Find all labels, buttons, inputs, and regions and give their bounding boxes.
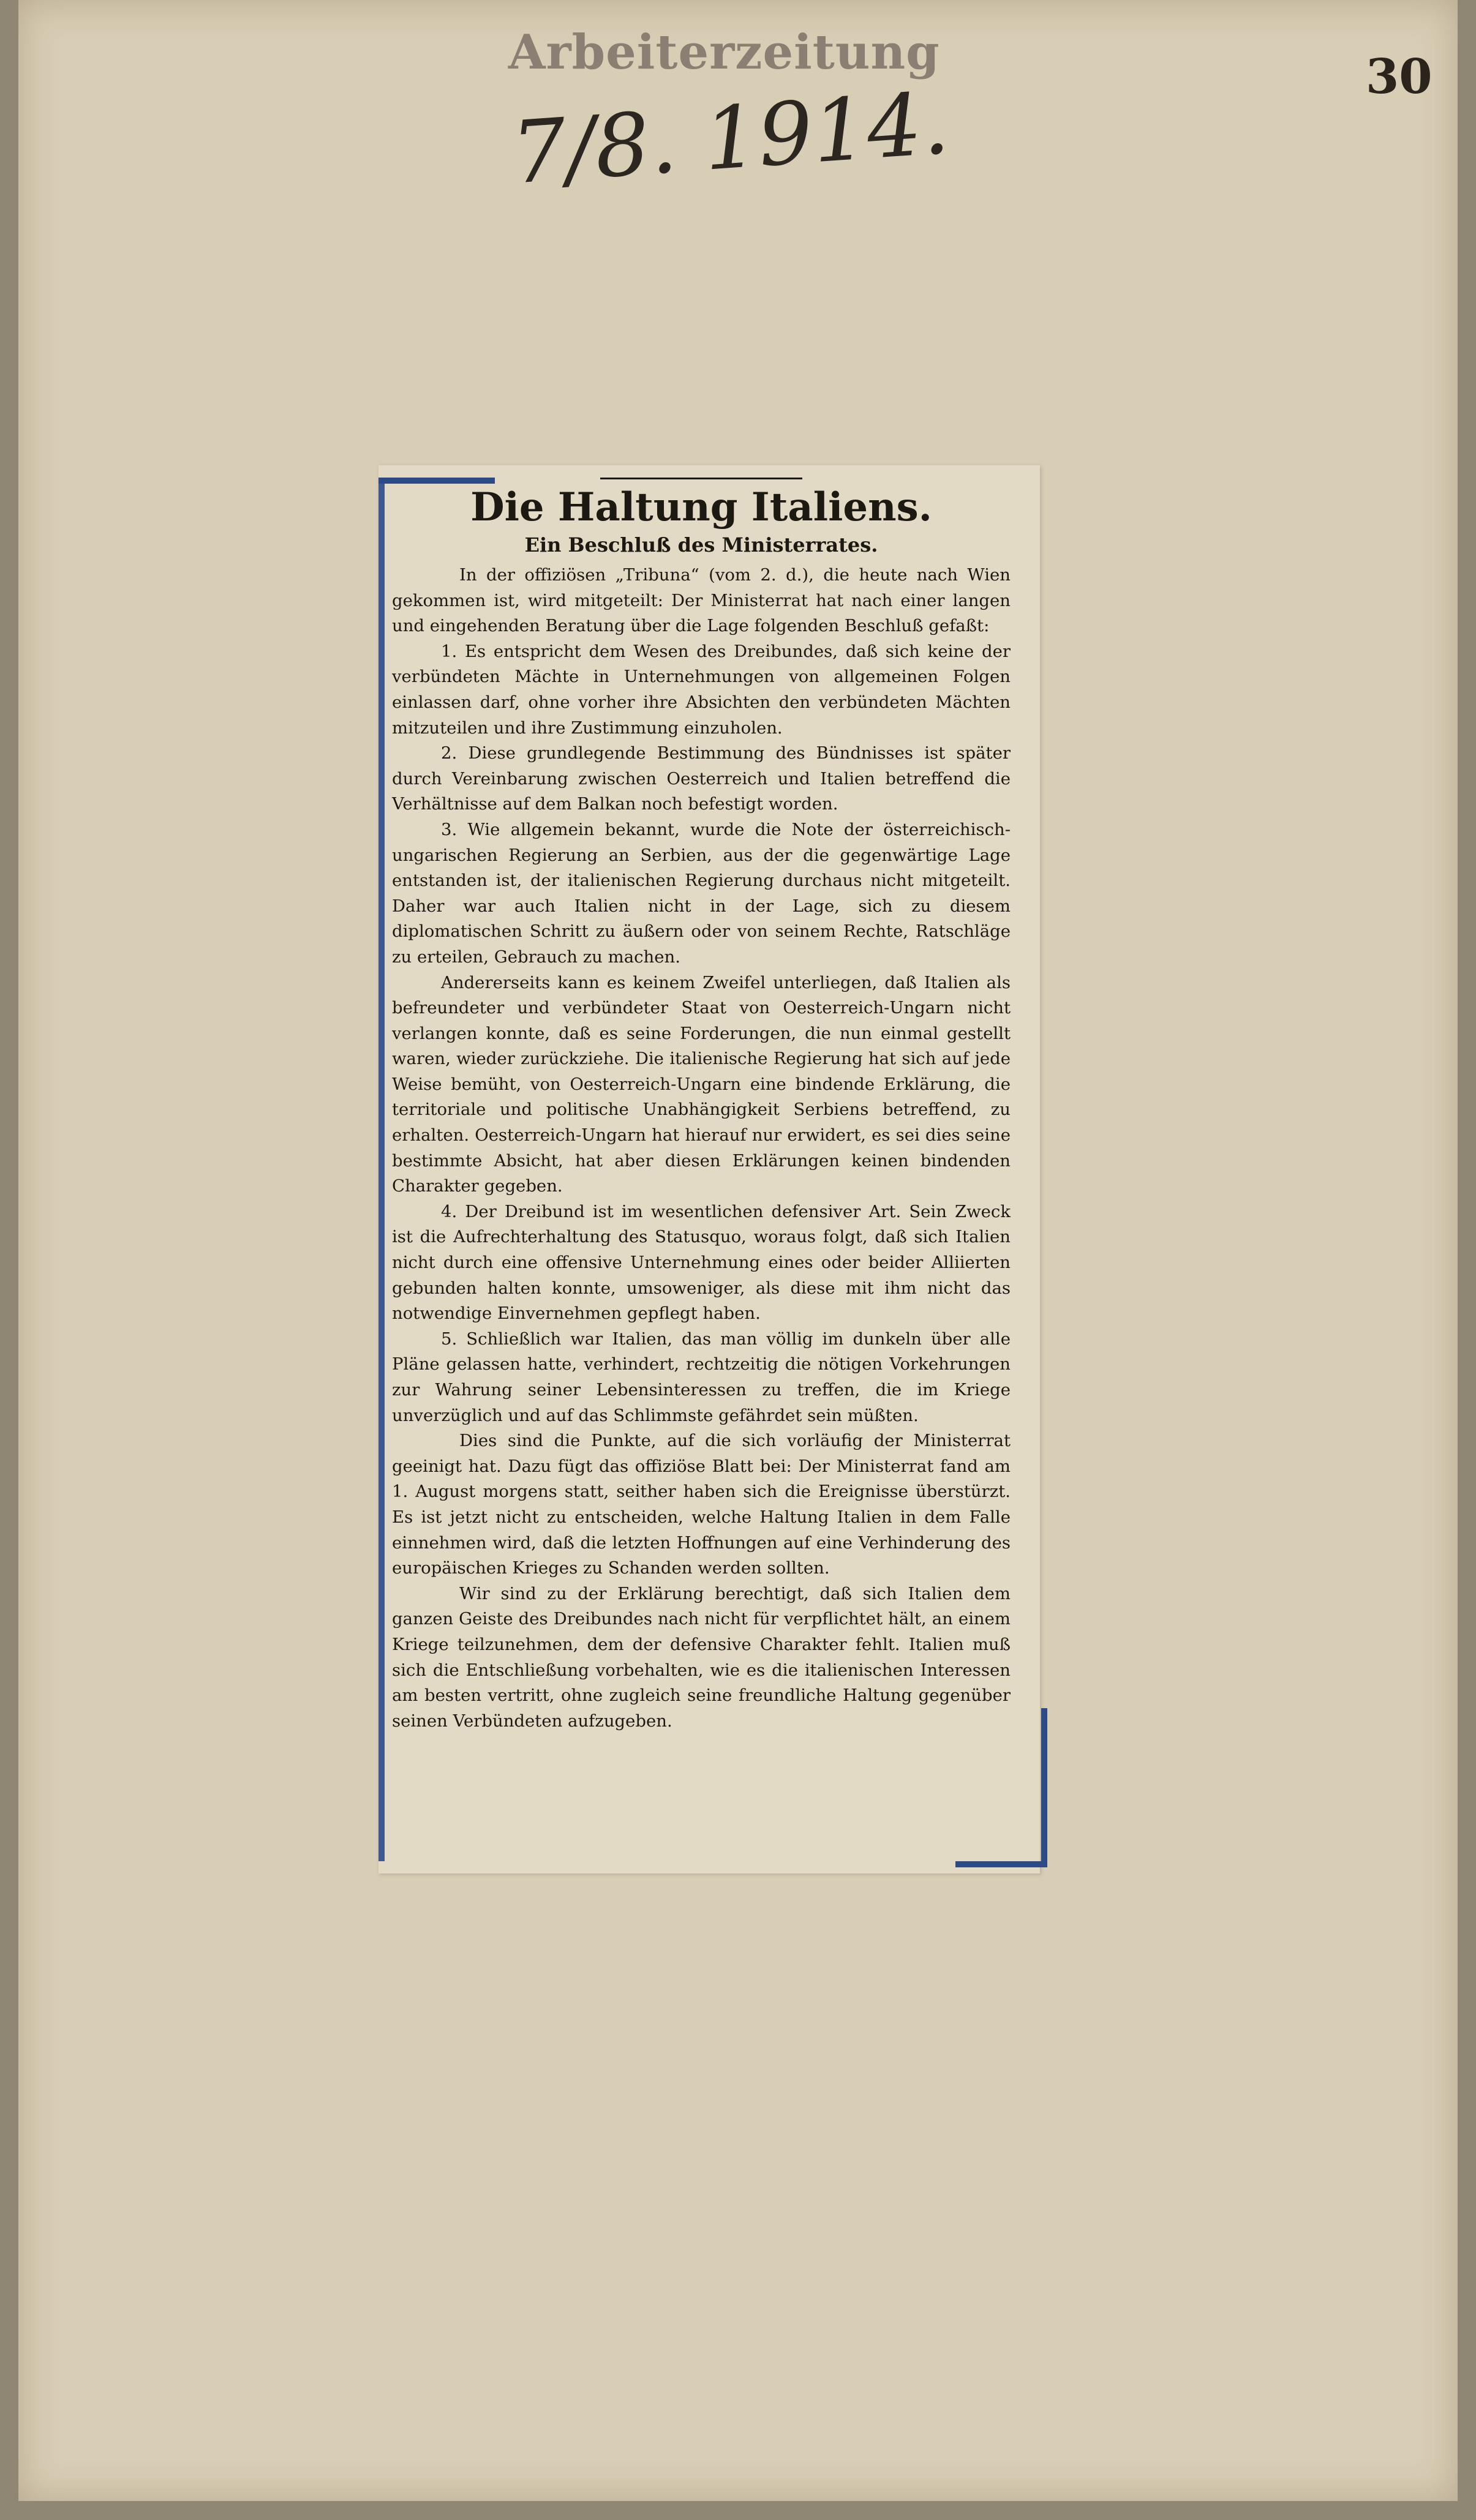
article <box>392 478 1011 1734</box>
paragraph-point-5: 5. Schließlich war Italien, das man völlig im dunkeln über alle Pläne gelassen hatte, verhindert, rechtzeitig die nötigen Vorkehrungen zur Wahrung seiner Lebensinteressen zu treffen, die im Kriege unverzüglich und auf das Schlimmste gefährdet sein müßten. <box>392 1329 1011 1425</box>
paragraph-point-2: 2. Diese grundlegende Bestimmung des Bündnisses ist später durch Vereinbarung zwischen Oesterreich und Italien betreffend die Verhältnisse auf dem Balkan noch befestigt worden. <box>392 743 1011 814</box>
paragraph-point-4: 4. Der Dreibund ist im wesentlichen defensiver Art. Sein Zweck ist die Aufrechterhaltung des Statusquo, woraus folgt, daß sich Italien nicht durch eine offensive Unternehmung eines oder beider Alliierten gebunden halten konnte, umsoweniger, als diese mit ihm nicht das notwendige Einvernehmen gepflegt haben. <box>392 1201 1011 1324</box>
paragraph-intro: In der offiziösen „Tribuna“ (vom 2. d.), die heute nach Wien gekommen ist, wird mitgeteilt: Der Ministerrat hat nach einer langen und eingehenden Beratung über die Lage folgenden Beschluß gefaßt: <box>392 565 1011 636</box>
newspaper-stamp: Arbeiterzeitung <box>508 24 940 80</box>
handwritten-date: 7/8. 1914. <box>508 73 952 204</box>
paragraph-point-3-cont: Andererseits kann es keinem Zweifel unterliegen, daß Italien als befreundeter und verbündeter Staat von Oesterreich-Ungarn nicht verlangen konnte, daß es seine Forderungen, die nun einmal gestellt waren, wieder zurückziehe. Die italienische Regierung hat sich auf jede Weise bemüht, von Oesterreich-Ungarn eine bindende Erklärung, die territoriale und politische Unabhängigkeit Serbiens betreffend, zu erhalten. Oesterreich-Ungarn hat hierauf nur erwidert, es sei dies seine bestimmte Absicht, hat aber diesen Erklärungen keinen bindenden Charakter gegeben. <box>392 972 1011 1196</box>
blue-pencil-mark-left <box>378 478 385 1861</box>
blue-pencil-mark-bottom <box>955 1861 1047 1867</box>
article-subheadline: Ein Beschluß des Ministerrates. <box>524 533 878 557</box>
paragraph-summary: Dies sind die Punkte, auf die sich vorläufig der Ministerrat geeinigt hat. Dazu fügt das offiziöse Blatt bei: Der Ministerrat fand am 1. August morgens statt, seither haben sich die Ereignisse überstürzt. Es ist jetzt nicht zu entscheiden, welche Haltung Italien in dem Falle einnehmen wird, daß die letzten Hoffnungen auf eine Verhinderung des europäischen Krieges zu Schanden werden sollten. <box>392 1431 1011 1578</box>
paragraph-conclusion: Wir sind zu der Erklärung berechtigt, daß sich Italien dem ganzen Geiste des Dreibundes nach nicht für verpflichtet hält, an einem Kriege teilzunehmen, dem der defensive Charakter fehlt. Italien muß sich die Entschließung vorbehalten, wie es die italienischen Interessen am besten vertritt, ohne zugleich seine freundliche Haltung gegenüber seinen Verbündeten aufzugeben. <box>392 1583 1011 1731</box>
paragraph-point-1: 1. Es entspricht dem Wesen des Dreibundes, daß sich keine der verbündeten Mächte in Unternehmungen von allgemeinen Folgen einlassen darf, ohne vorher ihre Absichten den verbündeten Mächten mitzuteilen und ihre Zustimmung einzuholen. <box>392 641 1011 738</box>
paragraph-point-3: 3. Wie allgemein bekannt, wurde die Note der österreichisch-ungarischen Regierung an Serbien, aus der die gegenwärtige Lage entstanden ist, der italienischen Regierung durchaus nicht mitgeteilt. Daher war auch Italien nicht in der Lage, sich zu diesem diplomatischen Schritt zu äußern oder von seinem Rechte, Ratschläge zu erteilen, Gebrauch zu machen. <box>392 819 1011 967</box>
page-number: 30 <box>1366 49 1433 105</box>
blue-pencil-mark-right <box>1041 1708 1047 1867</box>
headline-rule <box>600 478 802 479</box>
article-headline: Die Haltung Italiens. <box>470 484 932 530</box>
